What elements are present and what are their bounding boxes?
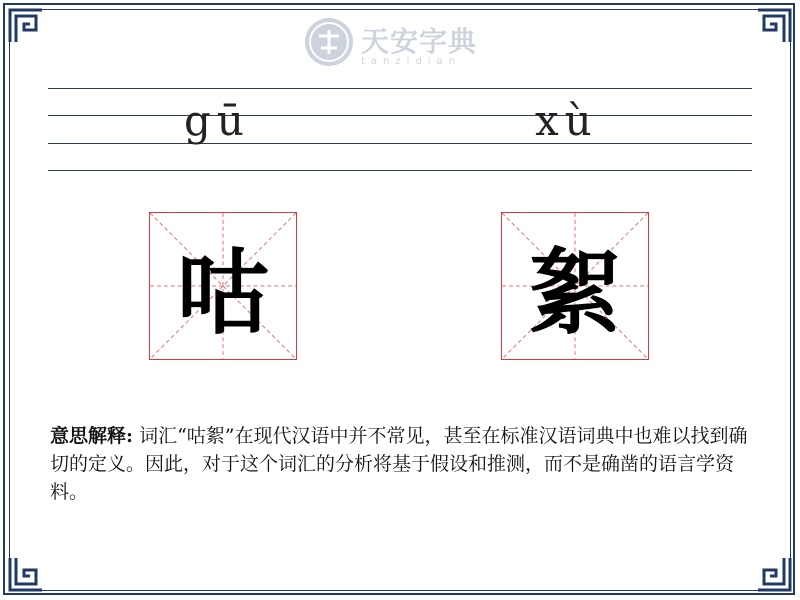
corner-ornament-icon [754, 554, 794, 594]
meaning-text: 词汇“咕絮”在现代汉语中并不常见，甚至在标准汉语词典中也难以找到确切的定义。因此，对于这个词汇的分析将基于假设和推测，而不是确凿的语言学资料。 [50, 425, 748, 503]
staff-line [48, 143, 752, 144]
pinyin-2: xù [535, 96, 598, 145]
meaning-label: 意思解释 [50, 425, 127, 447]
staff-line [48, 170, 752, 171]
corner-ornament-icon [6, 6, 46, 46]
seal-logo-icon [303, 16, 355, 68]
corner-ornament-icon [754, 6, 794, 46]
logo-name: 天安字典 [361, 25, 478, 58]
watermark-logo [303, 16, 503, 72]
character-grid-1 [149, 212, 297, 360]
staff-line [48, 115, 752, 116]
staff-line [48, 88, 752, 89]
corner-ornament-icon [6, 554, 46, 594]
meaning-colon: : [126, 425, 134, 447]
logo-subtitle: tanzidian [361, 56, 462, 67]
character-2: 絮 [528, 239, 621, 347]
pinyin-1: gū [184, 96, 250, 145]
meaning-description [50, 422, 760, 506]
character-grid-2 [501, 212, 649, 360]
character-1: 咕 [176, 239, 269, 347]
pinyin-staff [48, 88, 752, 172]
